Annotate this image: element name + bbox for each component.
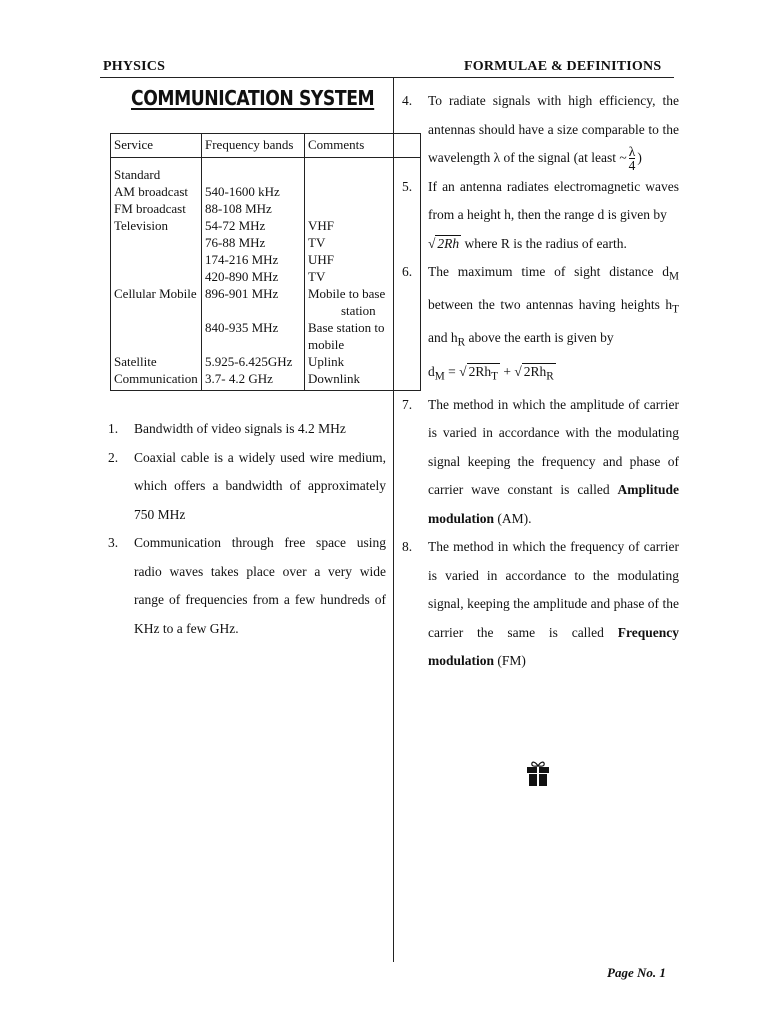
item-text: The method in which the amplitude of carrier is varied in accordance with the modulating signal keeping the frequency and phase of carrier wave constant is called [428,396,679,498]
lambda-over-four-fraction [629,145,636,172]
frequency-table [110,133,421,391]
subscript: R [546,370,554,383]
column-header-service: Service [111,134,202,158]
fraction-denominator: 4 [628,158,636,174]
gift-icon [526,760,550,786]
item-number: 2. [108,449,119,465]
table-row: Satellite 5.925-6.425GHz Uplink [111,353,421,370]
item-number: 5. [402,178,413,194]
list-item [402,87,679,173]
list-item [402,391,679,534]
table-row: 76-88 MHz TV [111,234,421,251]
list-item [402,533,679,676]
item-text-end: (AM). [494,510,532,526]
item-text: and h [428,330,458,346]
item-number: 1. [108,421,119,436]
subscript: T [491,370,498,383]
item-number: 4. [402,93,413,108]
table-row: AM broadcast 540-1600 kHz [111,183,421,200]
item-text: The maximum time of sight distance d [428,264,669,279]
table-row: Communication 3.7- 4.2 GHz Downlink [111,370,421,391]
table-row: 420-890 MHz TV [111,268,421,285]
item-text: Coaxial cable is a widely used wire medium, which offers a bandwidth of approximately 750 MHz [134,449,386,522]
table-row: mobile [111,336,421,353]
table-row: Cellular Mobile 896-901 MHz Mobile to base [111,285,421,302]
table-spacer [111,158,421,167]
item-text: Communication through free space using radio waves takes place over a very wide range of frequencies from a few hundreds of KHz to a few GHz. [134,535,386,636]
left-points-list [108,415,386,643]
item-text: The method in which the frequency of carrier is varied in accordance to the modulating signal, keeping the amplitude and phase of the carrier the same is called [428,539,679,640]
list-item: 6. The maximum time of sight distance $d_M$ between the two antennas having heights $h_T$ and $h_R$ above the earth is given by $d_M$ = √ $2Rh_T$ + √ $2Rh_R$ [402,258,679,391]
term-frequency-modulation: Frequency modulation [428,624,679,669]
right-points-list [402,87,679,676]
subscript: T [672,303,679,316]
table-row: FM broadcast 88-108 MHz [111,200,421,217]
subscript: M [434,370,445,383]
sqrt-symbol: √ [428,235,436,251]
table-row: station [111,302,421,319]
header-rule [100,77,674,78]
item-number: 6. [402,264,413,279]
table-row: 840-935 MHz Base station to [111,319,421,336]
list-item [108,529,386,643]
column-header-frequency: Frequency bands [202,134,305,158]
item-text: If an antenna radiates electromagnetic waves from a height h, then the range d is given by [428,178,679,222]
term-amplitude-modulation: Amplitude modulation [428,482,679,526]
item-text: Bandwidth of video signals is 4.2 MHz [134,421,346,436]
table-row: Television 54-72 MHz VHF [111,217,421,234]
range-formula: 2Rh [437,235,460,251]
page-number: Page No. 1 [607,965,666,980]
column-header-comments: Comments [305,134,421,158]
table-row: 174-216 MHz UHF [111,251,421,268]
item-number: 7. [402,396,413,412]
item-text: To radiate signals with high efficiency, the antennas should have a size comparable to the wavelength λ of the signal (at least ~ [428,93,679,165]
item-text: between the two antennas having heights h [428,297,673,313]
table-header-row [111,134,421,158]
sqrt-symbol: √ [459,363,467,379]
header-subject: PHYSICS [103,59,166,74]
item-text: above the earth is given by [465,330,614,346]
formula-lhs: d [428,363,435,379]
page-title: COMMUNICATION SYSTEM [131,86,375,110]
header-section: FORMULAE & DEFINITIONS [464,59,662,74]
formula-term-a: $2Rh_T$ [468,363,498,383]
sqrt-symbol: √ [514,363,522,379]
table-row: Standard [111,166,421,183]
formula-term-b: $2Rh_R$ [523,363,554,383]
list-item [402,173,679,259]
item-text-end: where R is the radius of earth. [461,235,627,251]
list-item [108,444,386,530]
fraction-numerator: λ [628,144,636,160]
item-text-end: (FM) [494,653,526,669]
item-text-end: ) [637,150,642,165]
item-number: 3. [108,535,119,550]
item-number: 8. [402,539,413,555]
list-item [108,415,386,444]
subscript: R [457,337,466,350]
subscript: M [668,270,679,283]
